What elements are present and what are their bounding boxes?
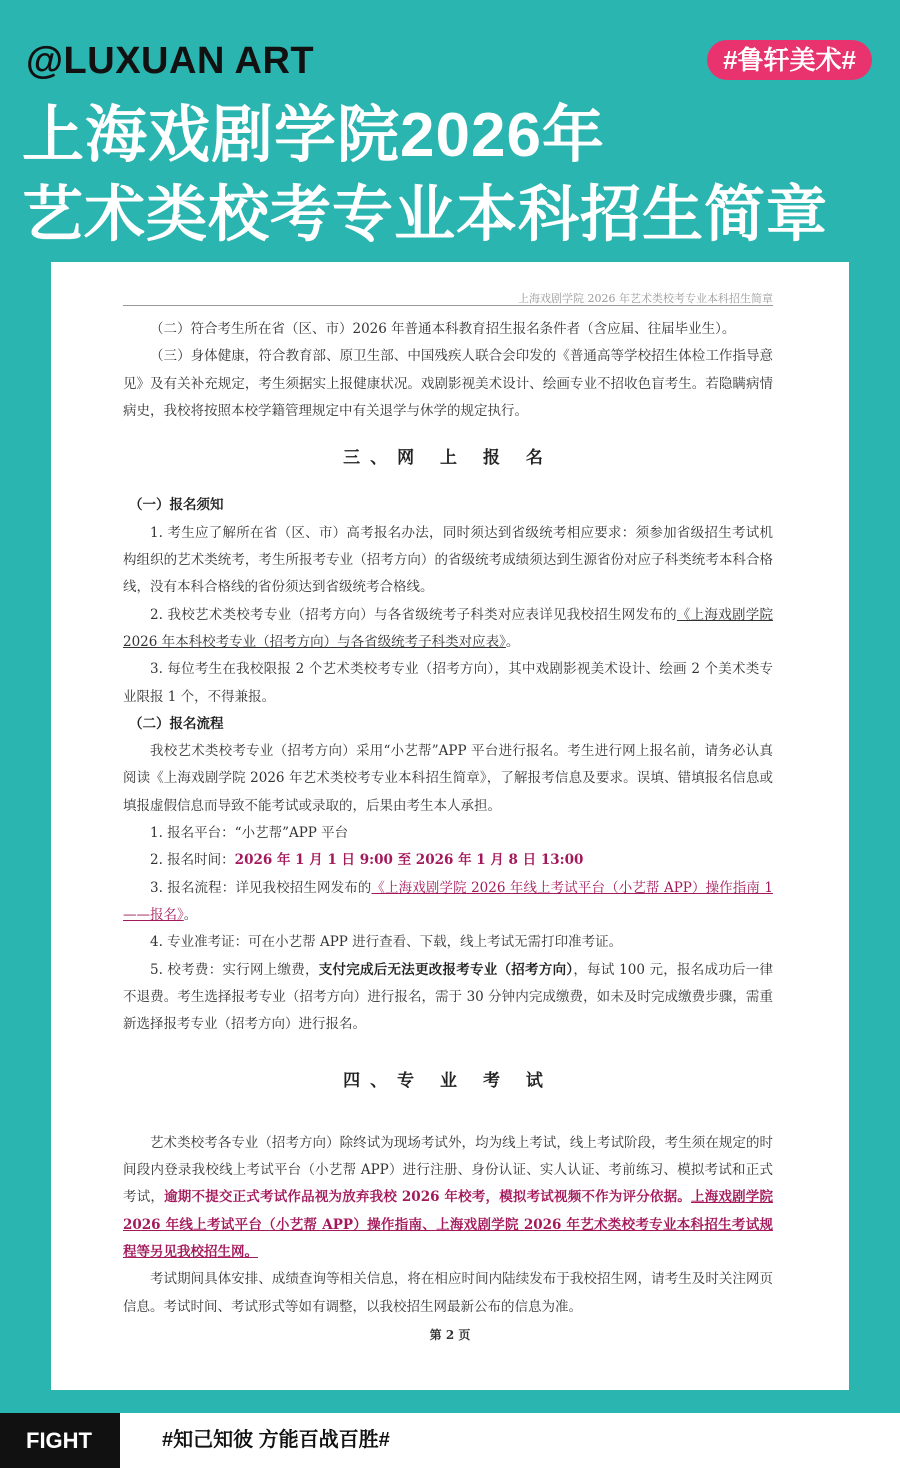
flow-intro: 我校艺术类校考专业（招考方向）采用“小艺帮”APP 平台进行报名。考生进行网上报名前，请务必认真阅读《上海戏剧学院 2026 年艺术类校考专业本科招生简章》，了解报考信息及要求。误填、错填报名信息或填报虚假信息而导致不能考试或录取的，后果由考生本人承担。 [123,743,773,814]
notice-item-2-text: 2. 我校艺术类校考专业（招考方向）与各省级统考子科类对应表详见我校招生网发布的 [150,606,677,623]
exam-paragraph-2: 考试期间具体安排、成绩查询等相关信息，将在相应时间内陆续发布于我校招生网，请考生及时关注网页信息。考试时间、考试形式等如有调整，以我校招生网最新公布的信息为准。 [123,1271,773,1315]
running-header: 上海戏剧学院 2026 年艺术类校考专业本科招生简章 [518,292,773,305]
footer-bar [0,1413,900,1468]
page-number: 第 2 页 [429,1328,471,1342]
notice-item-3: 3. 每位考生在我校限报 2 个艺术类校考专业（招考方向），其中戏剧影视美术设计、绘画 2 个美术类专业限报 1 个，不得兼报。 [123,661,773,705]
page-title-line-2: 艺术类校考专业本科招生简章 [22,180,829,248]
flow-item-2 [123,847,773,874]
exam-paragraph-1 [123,1130,773,1266]
section-3-title: 三、网 上 报 名 [343,448,553,469]
exam-paragraph-1-text: 艺术类校考各专业（招考方向）除终试为现场考试外，均为线上考试，线上考试阶段，考生须在规定的时间段内登录我校线上考试平台（小艺帮 APP）进行注册、身份认证、实人认证、考前练习、模拟考试和正式考试， [123,1134,773,1206]
flow-item-5 [123,957,773,1039]
flow-item-5-text: 5. 校考费：实行网上缴费， [150,961,319,978]
flow-item-3 [123,875,773,930]
requirement-3: （三）身体健康，符合教育部、原卫生部、中国残疾人联合会印发的《普通高等学校招生体检工作指导意见》及有关补充规定，考生须据实上报健康状况。戏剧影视美术设计、绘画专业不招收色盲考生。若隐瞒病情病史，我校将按照本校学籍管理规定中有关退学与休学的规定执行。 [123,348,773,419]
requirement-2: （二）符合考生所在省（区、市）2026 年普通本科教育招生报名条件者（含应届、往届毕业生）。 [150,321,736,337]
page-title-line-1: 上海戏剧学院2026年 [22,101,605,170]
flow-item-1: 1. 报名平台：“小艺帮”APP 平台 [150,825,349,842]
header-rule [123,305,773,306]
subsection-1-title: （一）报名须知 [129,497,224,514]
footer-slogan: #知己知彼 方能百战百胜# [162,1429,390,1451]
exam-warning: 逾期不提交正式考试作品视为放弃我校 2026 年校考，模拟考试视频不作为评分依据。 [164,1189,691,1206]
exam-rules-link[interactable]: 上海戏剧学院 2026 年线上考试平台（小艺帮 APP）操作指南、上海戏剧学院 2026 年艺术类校考专业本科招生考试规程等另见我校招生网。 [123,1189,774,1260]
flow-item-5-rest: ，每试 100 元，报名成功后一律不退费。考生选择报考专业（招考方向）进行报名，需于 30 分钟内完成缴费，如未及时完成缴费步骤，需重新选择报考专业（招考方向）进行报名。 [123,961,773,1033]
guide-link[interactable]: 《上海戏剧学院 2026 年线上考试平台（小艺帮 APP）操作指南 1——报名》 [123,879,774,923]
flow-item-3-end: 。 [183,906,198,923]
flow-item-4: 4. 专业准考证：可在小艺帮 APP 进行查看、下载，线上考试无需打印准考证。 [150,934,623,951]
flow-item-5-bold: 支付完成后无法更改报考专业（招考方向） [318,961,574,978]
notice-item-2-end: 。 [505,633,520,650]
hashtag-badge: #鲁轩美术# [707,40,872,80]
brand-handle: @LUXUAN ART [26,40,315,82]
subsection-2-title: （二）报名流程 [129,715,224,732]
section-4-title: 四、专 业 考 试 [343,1071,553,1092]
registration-time: 2026 年 1 月 1 日 9:00 至 2026 年 1 月 8 日 13:00 [234,852,584,869]
notice-item-1: 1. 考生应了解所在省（区、市）高考报名办法，同时须达到省级统考相应要求：须参加省级招生考试机构组织的艺术类统考，考生所报考专业（招考方向）的省级统考成绩须达到生源省份对应子科类统考本科合格线，没有本科合格线的省份须达到省级统考合格线。 [123,524,773,596]
flow-item-3-text: 3. 报名流程：详见我校招生网发布的 [150,879,372,896]
flow-item-2-label: 2. 报名时间： [150,852,235,869]
notice-item-2-link[interactable]: 《上海戏剧学院 2026 年本科校考专业（招考方向）与各省级统考子科类对应表》 [123,606,774,650]
document-body [123,316,773,1321]
fight-label: FIGHT [0,1413,120,1468]
notice-item-2 [123,602,773,657]
document-page [51,262,849,1390]
